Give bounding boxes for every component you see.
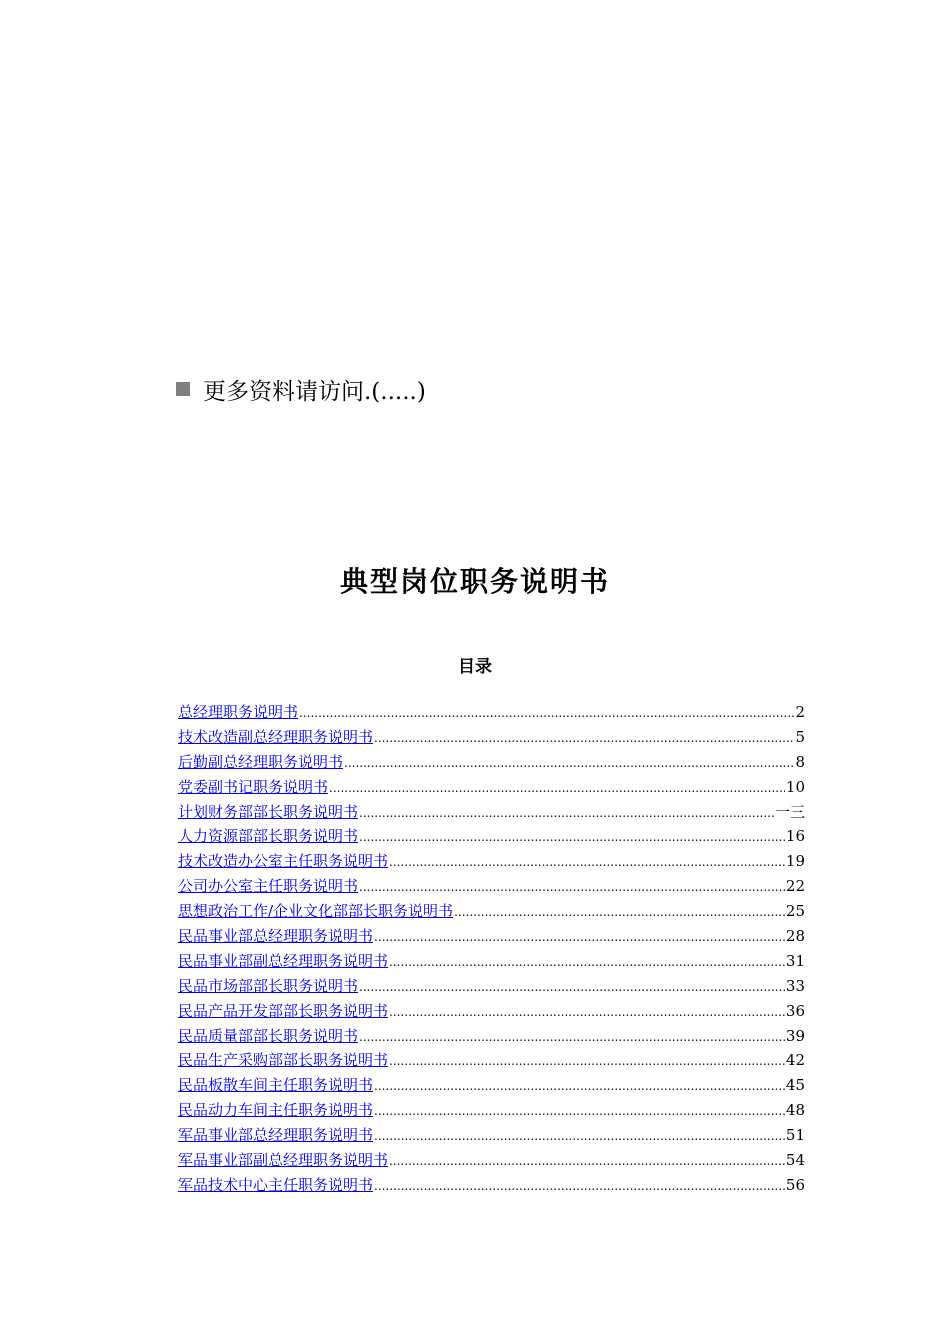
toc-entry-link[interactable]: 人力资源部部长职务说明书 [178,827,359,846]
toc-page-number: 22 [785,877,805,896]
toc-page-number: 16 [785,827,805,846]
toc-entry [178,726,805,751]
toc-entry-link[interactable]: 军品事业部副总经理职务说明书 [178,1151,389,1170]
dot-leader [389,851,785,873]
toc-page-number: 10 [785,777,805,796]
toc-entry-link[interactable]: 技术改造副总经理职务说明书 [178,727,374,746]
toc-page-number: 19 [785,852,805,871]
toc-page-number: 51 [785,1126,805,1145]
dot-leader [374,727,794,749]
toc-entry [178,801,805,826]
toc-page-number: 5 [795,727,805,746]
toc-page-number: 31 [785,951,805,970]
toc-entry-link[interactable]: 后勤副总经理职务说明书 [178,752,344,771]
toc-page-number: 一三 [774,802,805,821]
toc-entry-link[interactable]: 民品产品开发部部长职务说明书 [178,1001,389,1020]
toc-entry [178,925,805,950]
toc-entry [178,825,805,850]
dot-leader [374,1075,785,1097]
dot-leader [389,1001,785,1023]
toc-entry-link[interactable]: 民品生产采购部部长职务说明书 [178,1051,389,1070]
toc-entry [178,1025,805,1050]
toc-entry [178,1074,805,1099]
toc-entry-link[interactable]: 总经理职务说明书 [178,703,299,721]
toc-entry-link[interactable]: 技术改造办公室主任职务说明书 [178,852,389,871]
square-bullet-icon [176,382,190,396]
toc-entry-link[interactable]: 民品板散车间主任职务说明书 [178,1076,374,1095]
document-title: 典型岗位职务说明书 [339,565,610,598]
dot-leader [359,802,774,824]
toc-entry [178,950,805,975]
dot-leader [359,1026,785,1048]
toc-entry [178,1174,805,1199]
toc-entry-link[interactable]: 军品事业部总经理职务说明书 [178,1126,374,1145]
toc-entry-link[interactable]: 公司办公室主任职务说明书 [178,877,359,896]
dot-leader [454,901,785,923]
toc-page-number: 28 [785,927,805,946]
toc-page-number: 45 [785,1076,805,1095]
dot-leader [374,1175,785,1197]
toc-entry-link[interactable]: 民品事业部总经理职务说明书 [178,927,374,946]
toc-entry-link[interactable]: 军品技术中心主任职务说明书 [178,1175,374,1194]
dot-leader [329,777,785,799]
toc-entry [178,701,805,726]
dot-leader [389,1050,785,1072]
table-of-contents [178,701,805,1199]
toc-entry [178,850,805,875]
dot-leader [389,1150,785,1172]
toc-entry [178,975,805,1000]
toc-entry-link[interactable]: 计划财务部部长职务说明书 [178,802,359,821]
toc-page-number: 48 [785,1101,805,1120]
toc-page-number: 56 [785,1175,805,1194]
toc-entry [178,900,805,925]
toc-entry [178,875,805,900]
toc-page-number: 8 [795,752,805,771]
toc-entry-link[interactable]: 思想政治工作/企业文化部部长职务说明书 [178,902,454,921]
toc-entry-link[interactable]: 民品事业部副总经理职务说明书 [178,951,389,970]
dot-leader [359,826,785,848]
toc-page-number: 54 [785,1151,805,1170]
toc-entry [178,1124,805,1149]
toc-page-number: 39 [785,1026,805,1045]
promo-line [176,372,426,406]
dot-leader [374,1125,785,1147]
toc-entry [178,1049,805,1074]
toc-entry [178,1099,805,1124]
toc-entry [178,776,805,801]
toc-entry [178,1000,805,1025]
toc-page-number: 42 [785,1051,805,1070]
toc-entry-link[interactable]: 党委副书记职务说明书 [178,777,329,796]
toc-heading: 目录 [458,657,492,677]
toc-page-number: 33 [785,976,805,995]
dot-leader [389,951,785,973]
toc-page-number: 25 [785,902,805,921]
toc-page-number: 36 [785,1001,805,1020]
dot-leader [359,876,785,898]
toc-entry-link[interactable]: 民品质量部部长职务说明书 [178,1026,359,1045]
dot-leader [344,752,794,774]
toc-page-number: 2 [795,703,805,721]
toc-entry [178,1149,805,1174]
promo-text: 更多资料请访问.(.....) [203,378,426,405]
toc-entry [178,751,805,776]
dot-leader [374,926,785,948]
dot-leader [359,976,785,998]
toc-entry-link[interactable]: 民品市场部部长职务说明书 [178,976,359,995]
dot-leader [299,702,794,724]
toc-entry-link[interactable]: 民品动力车间主任职务说明书 [178,1101,374,1120]
dot-leader [374,1100,785,1122]
